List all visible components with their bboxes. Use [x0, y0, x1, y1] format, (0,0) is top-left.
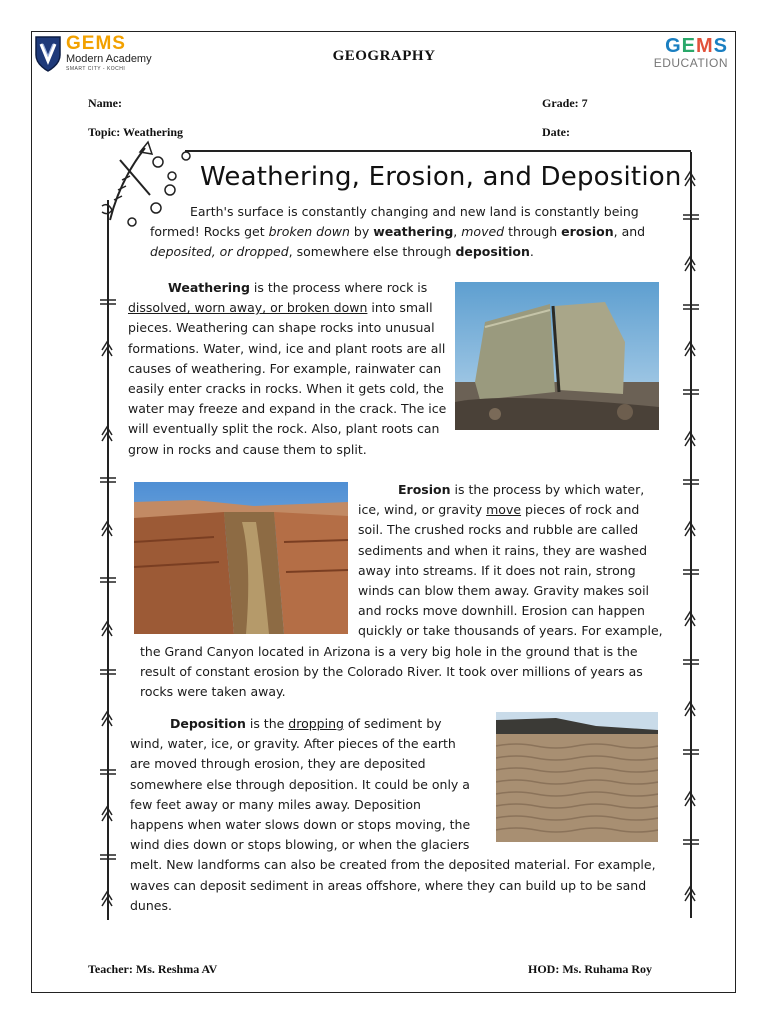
intro-paragraph: Earth's surface is constantly changing and new land is constantly being formed! Rocks get broken down by weathering, moved through erosion, and deposited, or dropped, somewhere else through deposition.	[150, 204, 646, 260]
teacher-label: Teacher: Ms. Reshma AV	[88, 962, 218, 976]
topic-field-label: Topic: Weathering	[88, 125, 184, 139]
school-brand: GEMS	[66, 33, 126, 54]
gems-education-brand: GEMS	[665, 35, 728, 57]
school-location: SMART CITY - KOCHI	[66, 66, 126, 72]
left-rod-ticks-icon	[98, 200, 118, 920]
deposition-paragraph: Deposition is the dropping of sediment by wind, water, ice, or gravity. After pieces of the earth are moved through erosion, they are deposited somewhere else through deposition. It could be only a few feet away or many miles away. Deposition happens when water slows down or stops moving, the wind dies down or stops blowing, or when the glaciers melt. New landforms can also be created from the deposited material. For example, waves can deposit sediment in areas offshore, where they can build up to be sand dunes.	[130, 716, 656, 913]
name-field-label: Name:	[88, 96, 122, 110]
school-name: Modern Academy	[66, 53, 152, 65]
grade-field-label: Grade: 7	[542, 96, 588, 110]
weathering-paragraph: Weathering is the process where rock is dissolved, worn away, or broken down into small pieces. Weathering can shape rocks into unusual formations. Water, wind, ice and plant roots are all causes of weathering. For example, rainwater can easily enter cracks in rocks. When it gets cold, the water may freeze and expand in the crack. The ice will eventually split the rock. Also, plant roots can grow in rocks and cause them to split.	[128, 280, 447, 457]
subject-title: GEOGRAPHY	[332, 48, 436, 64]
gems-education-logo	[654, 36, 728, 70]
worksheet-title: Weathering, Erosion, and Deposition	[200, 162, 682, 192]
erosion-paragraph: Erosion is the process by which water, ice, wind, or gravity move pieces of rock and soil. The crushed rocks and rubble are called sediments and when it rains, they are washed away into streams. If it does not rain, strong winds can blow them away. Gravity makes soil and rocks move downhill. Erosion can happen quickly or take thousands of years. For example, the Grand Canyon located in Arizona is a very big hole in the ground that is the result of constant erosion by the Colorado River. It took over millions of years as rocks were taken away.	[140, 482, 663, 700]
gems-education-label: EDUCATION	[653, 56, 728, 70]
right-rod-ticks-icon	[681, 160, 701, 920]
date-field-label: Date:	[542, 125, 570, 139]
weathering-photo	[455, 282, 659, 430]
hod-label: HOD: Ms. Ruhama Roy	[528, 962, 653, 976]
